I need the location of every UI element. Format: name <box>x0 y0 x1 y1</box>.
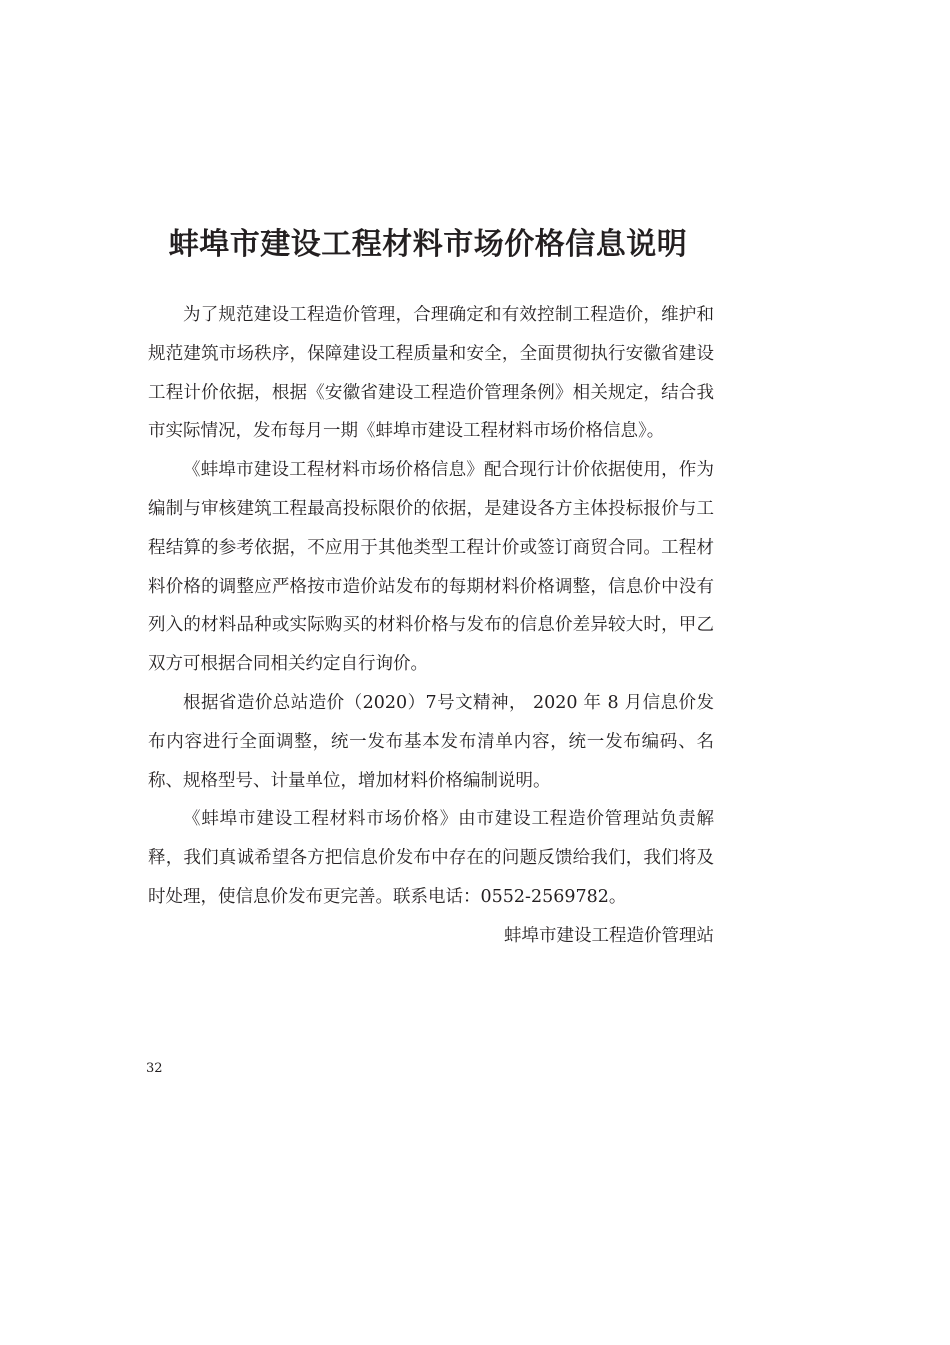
paragraph-purpose: 为了规范建设工程造价管理，合理确定和有效控制工程造价，维护和规范建筑市场秩序，保障建设工程质量和安全，全面贯彻执行安徽省建设工程计价依据，根据《安徽省建设工程造价管理条例》相关规定，结合我市实际情况，发布每月一期《蚌埠市建设工程材料市场价格信息》。 <box>148 305 714 442</box>
document-title: 蚌埠市建设工程材料市场价格信息说明 <box>168 227 688 262</box>
signature: 蚌埠市建设工程造价管理站 <box>504 925 714 946</box>
document-body <box>148 296 714 956</box>
paragraph-usage: 《蚌埠市建设工程材料市场价格信息》配合现行计价依据使用，作为编制与审核建筑工程最高投标限价的依据，是建设各方主体投标报价与工程结算的参考依据，不应用于其他类型工程计价或签订商贸合同。工程材料价格的调整应严格按市造价站发布的每期材料价格调整，信息价中没有列入的材料品种或实际购买的材料价格与发布的信息价差异较大时，甲乙双方可根据合同相关约定自行询价。 <box>148 460 714 675</box>
paragraph-adjustment: 根据省造价总站造价（2020）7号文精神， 2020 年 8 月信息价发布内容进行全面调整，统一发布基本发布清单内容，统一发布编码、名称、规格型号、计量单位，增加材料价格编制说明。 <box>148 692 714 791</box>
page-number: 32 <box>146 1061 163 1076</box>
paragraph-contact: 《蚌埠市建设工程材料市场价格》由市建设工程造价管理站负责解释，我们真诚希望各方把信息价发布中存在的问题反馈给我们，我们将及时处理，使信息价发布更完善。联系电话：0552-2569782。 <box>148 809 714 907</box>
